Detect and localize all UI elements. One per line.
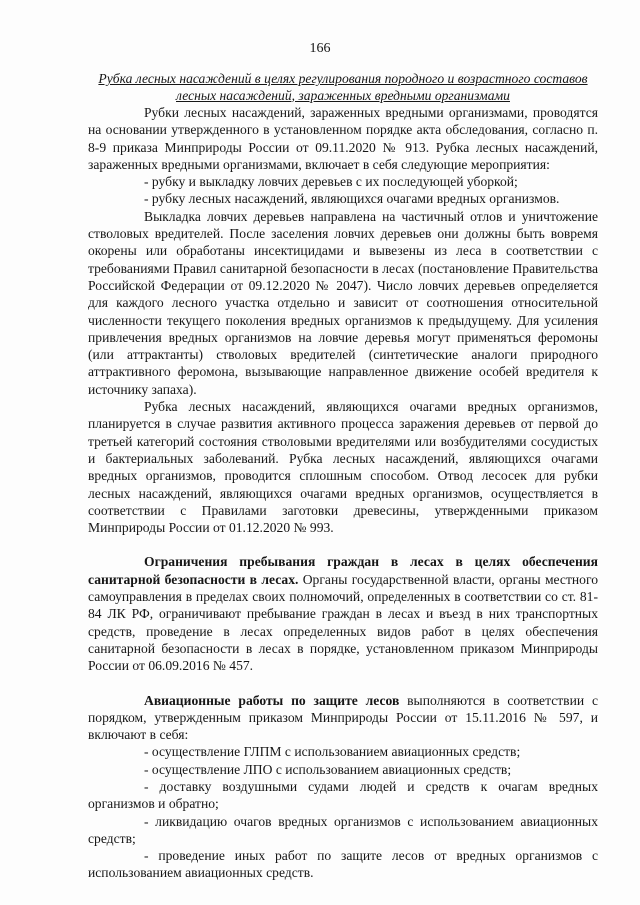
paragraph-aviation-works bbox=[88, 692, 598, 744]
list-item: - осуществление ГЛПМ с использованием авиационных средств; bbox=[144, 744, 521, 760]
document-body bbox=[88, 71, 598, 882]
list-item: - ликвидацию очагов вредных организмов с использованием авиационных средств; bbox=[88, 813, 598, 846]
paragraph-lead-bold: Авиационные работы по защите лесов bbox=[144, 692, 400, 708]
paragraph-access-restrictions bbox=[88, 553, 598, 674]
paragraph-lead-bold: Ограничения пребывания граждан в лесах в целях обеспечения санитарной безопасности в лесах. bbox=[88, 554, 598, 587]
list-item: - рубку и выкладку ловчих деревьев с их последующей уборкой; bbox=[144, 174, 518, 190]
paragraph-pest-foci-felling: Рубка лесных насаждений, являющихся очагами вредных организмов, планируется в случае развития активного процесса заражения деревьев от первой до третьей категорий состояния стволовыми вредителями или возбудителями сосудистых и бактериальных заболеваний. Рубка лесных насаждений, являющихся очагами вредных организмов, проводится сплошным способом. Отвод лесосек для рубки лесных насаждений, являющихся очагами вредных организмов, осуществляется в соответствии с Правилами заготовки древесины, утвержденными приказом Минприроды России от 01.12.2020 № 993. bbox=[88, 399, 598, 536]
paragraph-trap-trees: Выкладка ловчих деревьев направлена на частичный отлов и уничтожение стволовых вредителей. После заселения ловчих деревьев они должны быть вовремя окорены или обработаны инсектицидами и вывезены из леса в соответствии с требованиями Правил санитарной безопасности в лесах (постановление Правительства Российской Федерации от 09.12.2020 № 2047). Число ловчих деревьев определяется для каждого лесного участка отдельно и зависит от соотношения относительной численности текущего поколения вредных организмов к предыдущему. Для усиления привлечения вредных организмов на ловчие деревья могут применяться феромоны (или аттрактанты) стволовых вредителей (синтетические аналоги природного аттрактивного феромона, вызывающие направленное движение особей вредителя к источнику запаха). bbox=[88, 208, 598, 397]
list-item: - рубку лесных насаждений, являющихся очагами вредных организмов. bbox=[144, 191, 560, 207]
list-item: - проведение иных работ по защите лесов от вредных организмов с использованием авиационных средств. bbox=[88, 848, 598, 881]
section-heading: Рубка лесных насаждений в целях регулирования породного и возрастного составов лесных насаждений, зараженных вредными организмами bbox=[98, 71, 588, 103]
list-item: - доставку воздушными судами людей и средств к очагам вредных организмов и обратно; bbox=[88, 778, 598, 812]
paragraph-text: выполняются в соответствии с порядком, утвержденным приказом Минприроды России от 15.11.2016 № 597, и включают в себя: bbox=[88, 692, 598, 743]
page-number: 166 bbox=[309, 41, 331, 56]
list-item: - осуществление ЛПО с использованием авиационных средств; bbox=[144, 761, 512, 777]
paragraph-felling-basis: Рубки лесных насаждений, зараженных вредными организмами, проводятся на основании утвержденного в установленном порядке акта обследования, согласно п. 8-9 приказа Минприроды России от 09.11.2020 № 913. Рубка лесных насаждений, зараженных вредными организмами, включает в себя следующие мероприятия: bbox=[88, 105, 598, 172]
paragraph-text: Органы государственной власти, органы местного самоуправления в пределах своих полномочий, определенных в соответствии со ст. 81-84 ЛК РФ, ограничивают пребывание граждан в лесах и въезд в них транспортных средств, проведение в лесах определенных видов работ в целях обеспечения санитарной безопасности в лесах в порядке, установленном приказом Минприроды России от 06.09.2016 № 457. bbox=[88, 571, 599, 674]
